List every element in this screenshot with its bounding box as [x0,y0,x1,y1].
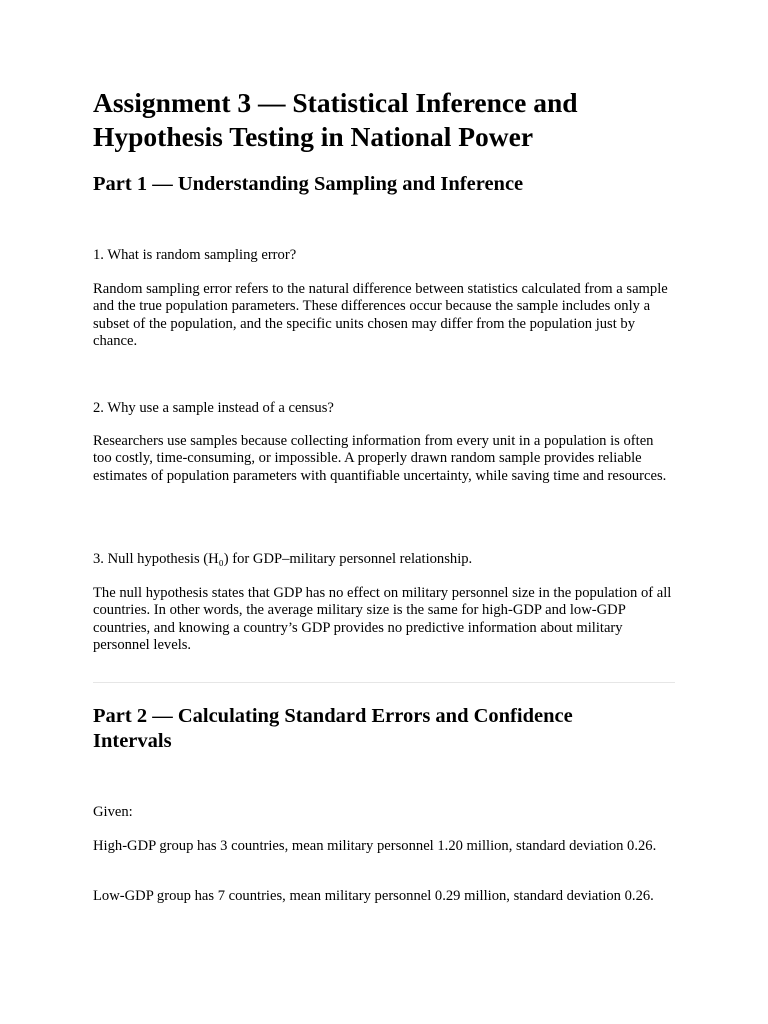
question-3: 3. Null hypothesis (H₀) for GDP–military personnel relationship. [93,551,473,567]
answer-2: Researchers use samples because collecting information from every unit in a population is often too costly, time-consuming, or impossible. A properly drawn random sample provides reliable estimates of population parameters with quantifiable uncertainty, while saving time and resources. [93,433,667,484]
answer-3: The null hypothesis states that GDP has no effect on military personnel size in the population of all countries. In other words, the average military size is the same for high-GDP and low-GDP countries, and knowing a country’s GDP provides no predictive information about military personnel levels. [93,585,672,654]
section-divider [93,682,675,683]
part2-heading: Part 2 — Calculating Standard Errors and Confidence Intervals [93,705,573,752]
document-title: Assignment 3 — Statistical Inference and Hypothesis Testing in National Power [93,87,578,152]
question-1: 1. What is random sampling error? [93,247,297,263]
low-gdp-text: Low-GDP group has 7 countries, mean military personnel 0.29 million, standard deviation 0.26. [93,888,654,904]
answer-1: Random sampling error refers to the natural difference between statistics calculated from a sample and the true population parameters. These differences occur because the sample includes only a subset of the population, and the specific units chosen may differ from the population just by chance. [93,281,668,350]
part1-heading: Part 1 — Understanding Sampling and Inference [93,173,524,195]
high-gdp-text: High-GDP group has 3 countries, mean military personnel 1.20 million, standard deviation 0.26. [93,838,657,854]
question-2: 2. Why use a sample instead of a census? [93,400,334,416]
given-label: Given: [93,804,133,820]
